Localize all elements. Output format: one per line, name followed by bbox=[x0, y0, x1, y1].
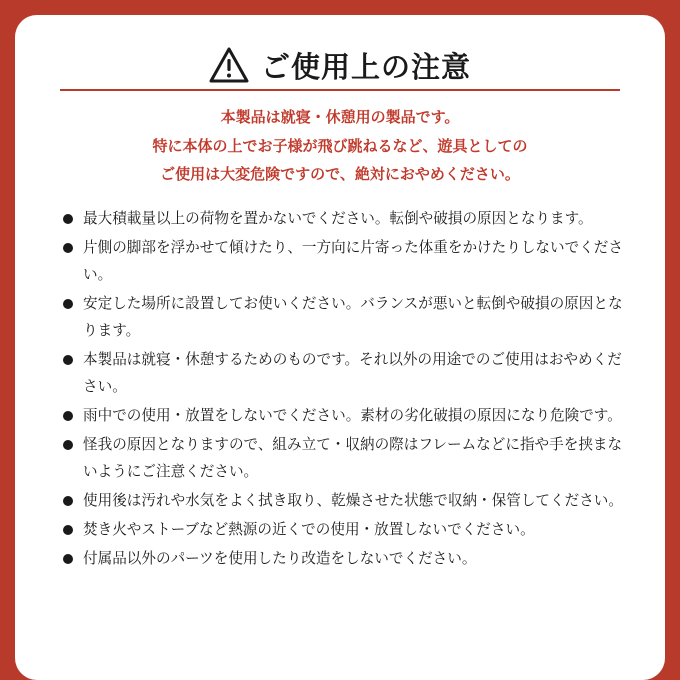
list-item bbox=[63, 290, 623, 344]
list-item bbox=[63, 205, 623, 232]
caution-list bbox=[63, 205, 623, 574]
list-item-text: 最大積載量以上の荷物を置かないでください。転倒や破損の原因となります。 bbox=[83, 210, 593, 227]
bullet-icon bbox=[63, 299, 73, 309]
list-item-text: 付属品以外のパーツを使用したり改造をしないでください。 bbox=[83, 550, 477, 567]
notice-card bbox=[15, 15, 665, 680]
list-item bbox=[63, 516, 623, 543]
warning-triangle-icon bbox=[209, 47, 249, 83]
bullet-icon bbox=[63, 214, 73, 224]
list-item-text: 焚き火やストーブなど熱源の近くでの使用・放置しないでください。 bbox=[83, 521, 535, 538]
bullet-icon bbox=[63, 525, 73, 535]
bullet-icon bbox=[63, 496, 73, 506]
list-item bbox=[63, 346, 623, 400]
page-title: ご使用上の注意 bbox=[260, 49, 471, 84]
list-item bbox=[63, 545, 623, 572]
list-item-text: 片側の脚部を浮かせて傾けたり、一方向に片寄った体重をかけたりしないでください。 bbox=[83, 239, 623, 283]
bullet-icon bbox=[63, 355, 73, 365]
list-item-text: 雨中での使用・放置をしないでください。素材の劣化破損の原因になり危険です。 bbox=[83, 407, 622, 424]
list-item-text: 安定した場所に設置してお使いください。バランスが悪いと転倒や破損の原因となります。 bbox=[83, 295, 623, 339]
bullet-icon bbox=[63, 411, 73, 421]
warning-line: 本製品は就寝・休憩用の製品です。 bbox=[220, 108, 460, 126]
warning-line: ご使用は大変危険ですので、絶対におやめください。 bbox=[160, 165, 520, 183]
title-row bbox=[15, 43, 665, 87]
bullet-icon bbox=[63, 440, 73, 450]
list-item bbox=[63, 431, 623, 485]
title-divider bbox=[60, 89, 620, 91]
warning-block bbox=[15, 103, 665, 189]
list-item-text: 本製品は就寝・休憩するためのものです。それ以外の用途でのご使用はおやめください。 bbox=[83, 351, 622, 395]
bullet-icon bbox=[63, 243, 73, 253]
warning-line: 特に本体の上でお子様が飛び跳ねるなど、遊具としての bbox=[152, 136, 528, 155]
list-item bbox=[63, 402, 623, 429]
list-item bbox=[63, 234, 623, 288]
list-item-text: 使用後は汚れや水気をよく拭き取り、乾燥させた状態で収納・保管してください。 bbox=[83, 492, 623, 509]
list-item-text: 怪我の原因となりますので、組み立て・収納の際はフレームなどに指や手を挟まないようにご注意ください。 bbox=[83, 436, 623, 480]
list-item bbox=[63, 487, 623, 514]
bullet-icon bbox=[63, 554, 73, 564]
